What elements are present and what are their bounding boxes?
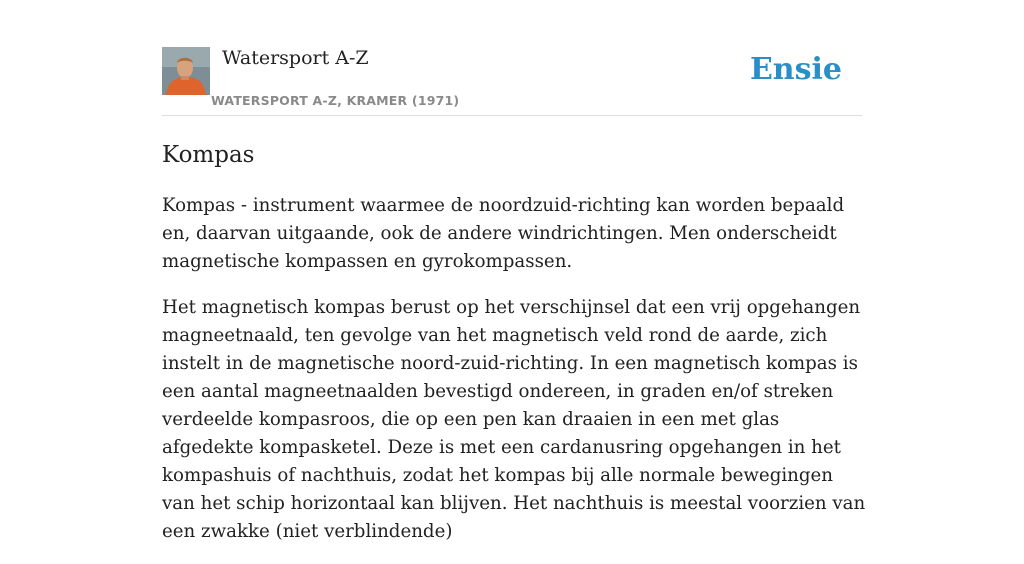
- header-divider: [162, 115, 862, 116]
- avatar-image: [162, 47, 210, 95]
- person-avatar-icon[interactable]: [162, 47, 210, 95]
- entry-title: Kompas: [162, 142, 255, 168]
- source-subtitle: WATERSPORT A-Z, KRAMER (1971): [211, 93, 460, 108]
- entry-paragraph: Het magnetisch kompas berust op het verschijnsel dat een vrij opgehangen magneetnaald, ten gevolge van het magnetisch veld rond de aarde, zich instelt in de magnetische noord-zuid-richting. In een magnetisch kompas is een aantal magneetnaalden bevestigd ondereen, in graden en/of streken verdeelde kompasroos, die op een pen kan draaien in een met glas afgedekte kompasketel. Deze is met een cardanusring opgehangen in het kompashuis of nachthuis, zodat het kompas bij alle normale bewegingen van het schip horizontaal kan blijven. Het nachthuis is meestal voorzien van een zwakke (niet verblindende): [162, 297, 866, 542]
- entry-content: [162, 192, 866, 564]
- brand-logo[interactable]: Ensie: [749, 52, 842, 87]
- source-header: [162, 46, 862, 116]
- entry-paragraph: Kompas - instrument waarmee de noordzuid-richting kan worden bepaald en, daarvan uitgaande, ook de andere windrichtingen. Men onderscheidt magnetische kompassen en gyrokompassen.: [162, 195, 845, 272]
- source-title[interactable]: Watersport A-Z: [222, 47, 369, 69]
